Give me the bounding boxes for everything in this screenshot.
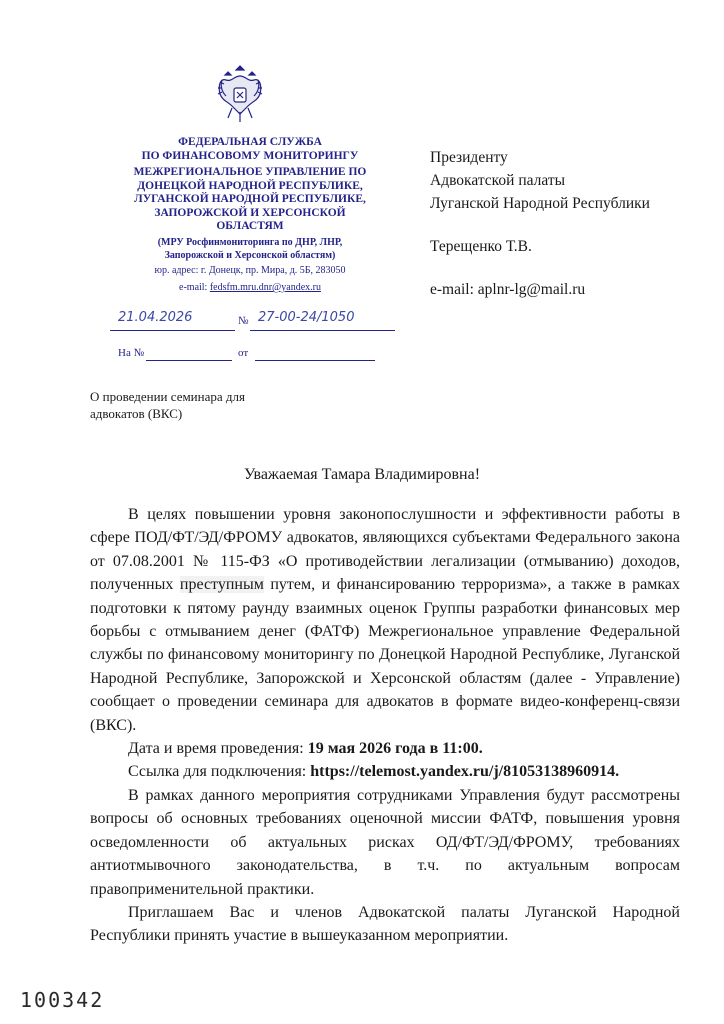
addressee-name: Терещенко Т.В. xyxy=(430,238,532,255)
date-underline xyxy=(110,330,235,331)
subject-line: адвокатов (ВКС) xyxy=(90,406,183,421)
agency-name xyxy=(120,136,380,163)
addressee-line: Президенту xyxy=(430,149,508,166)
salutation: Уважаемая Тамара Владимировна! xyxy=(243,466,481,483)
department-line: ЛУГАНСКОЙ НАРОДНОЙ РЕСПУБЛИКЕ, xyxy=(134,193,366,206)
body-paragraph xyxy=(90,503,680,737)
event-link-label: Ссылка для подключения: xyxy=(128,763,311,781)
department-line: ЗАПОРОЖСКОЙ И ХЕРСОНСКОЙ xyxy=(154,206,346,219)
russian-coat-of-arms-icon xyxy=(216,62,264,126)
registration-date: 21.04.2026 xyxy=(118,310,193,325)
department-line: МЕЖРЕГИОНАЛЬНОЕ УПРАВЛЕНИЕ ПО xyxy=(133,166,367,178)
department-line: ОБЛАСТЯМ xyxy=(216,220,284,233)
highlighted-word: преступным xyxy=(179,576,264,594)
addressee-email: e-mail: aplnr-lg@mail.ru xyxy=(430,281,586,298)
agency-email-link[interactable]: fedsfm.mru.dnr@yandex.ru xyxy=(209,282,321,293)
event-link-paragraph xyxy=(90,760,680,783)
number-underline xyxy=(250,330,395,331)
short-name-line: (МРУ Росфинмониторинга по ДНР, ЛНР, xyxy=(157,237,343,248)
addressee-line: Луганской Народной Республики xyxy=(430,195,650,212)
agency-name-line: ФЕДЕРАЛЬНАЯ СЛУЖБА xyxy=(178,136,322,148)
letter-body xyxy=(90,503,680,948)
reply-date-blank xyxy=(255,360,375,361)
body-text-run: В целях повышении уровня законопослушности и эффективности работы в сфере ПОД/ФТ/ЭД/ФРОМУ адвокатов, являющихся субъектами Федерального закона от 07.08.2001 № 115-ФЗ «О противодействии легализации (отмыванию) доходов, полученных xyxy=(90,506,680,594)
agency-email xyxy=(120,281,380,294)
short-name-line: Запорожской и Херсонской областям) xyxy=(164,250,336,261)
registration-number-label: № xyxy=(238,315,249,327)
department-name xyxy=(120,166,380,234)
reply-number-blank xyxy=(146,360,232,361)
agency-email-label: e-mail: xyxy=(179,282,210,293)
reply-from-label: от xyxy=(238,347,249,359)
body-paragraph: Приглашаем Вас и членов Адвокатской палаты Луганской Народной Республики принять участие в вышеуказанном мероприятии. xyxy=(90,903,680,945)
body-paragraph: В рамках данного мероприятия сотрудниками Управления будут рассмотрены вопросы об основных требованиях оценочной миссии ФАТФ, повышения уровня осведомленности об актуальных рисках ОД/ФТ/ЭД/ФРОМУ, требованиях антиотмывочного законодательства, в т.ч. по актуальным вопросам правоприменительной практики. xyxy=(90,786,680,898)
addressee-line: Адвокатской палаты xyxy=(430,172,566,189)
event-date-value: 19 мая 2026 года в 11:00. xyxy=(307,740,483,758)
event-link[interactable]: https://telemost.yandex.ru/j/81053138960914. xyxy=(310,763,620,781)
legal-address: юр. адрес: г. Донецк, пр. Мира, д. 5Б, 283050 xyxy=(154,265,346,276)
reply-to-label: На № xyxy=(118,347,145,359)
event-date-label: Дата и время проведения: xyxy=(128,740,308,758)
subject-line: О проведении семинара для xyxy=(90,389,245,404)
addressee-block xyxy=(430,146,650,301)
letter-subject xyxy=(90,388,310,422)
body-text-run: путем, и финансированию терроризма», а также в рамках подготовки к пятому раунду взаимных оценок Группы разработки финансовых мер борьбы с отмыванием денег (ФАТФ) Межрегиональное управление Федеральной службы по финансовому мониторингу по Донецкой Народной Республике, Луганской Народной Республике, Запорожской и Херсонской областям (далее - Управление) сообщает о проведении семинара для адвокатов в формате видео-конференц-связи (ВКС). xyxy=(90,576,681,734)
agency-name-line: ПО ФИНАНСОВОМУ МОНИТОРИНГУ xyxy=(141,149,359,162)
document-stamp-number: 100342 xyxy=(20,988,105,1012)
registration-number: 27-00-24/1050 xyxy=(258,310,355,325)
event-date-paragraph xyxy=(90,737,680,760)
department-line: ДОНЕЦКОЙ НАРОДНОЙ РЕСПУБЛИКЕ, xyxy=(137,179,363,192)
department-short-name xyxy=(120,236,380,262)
